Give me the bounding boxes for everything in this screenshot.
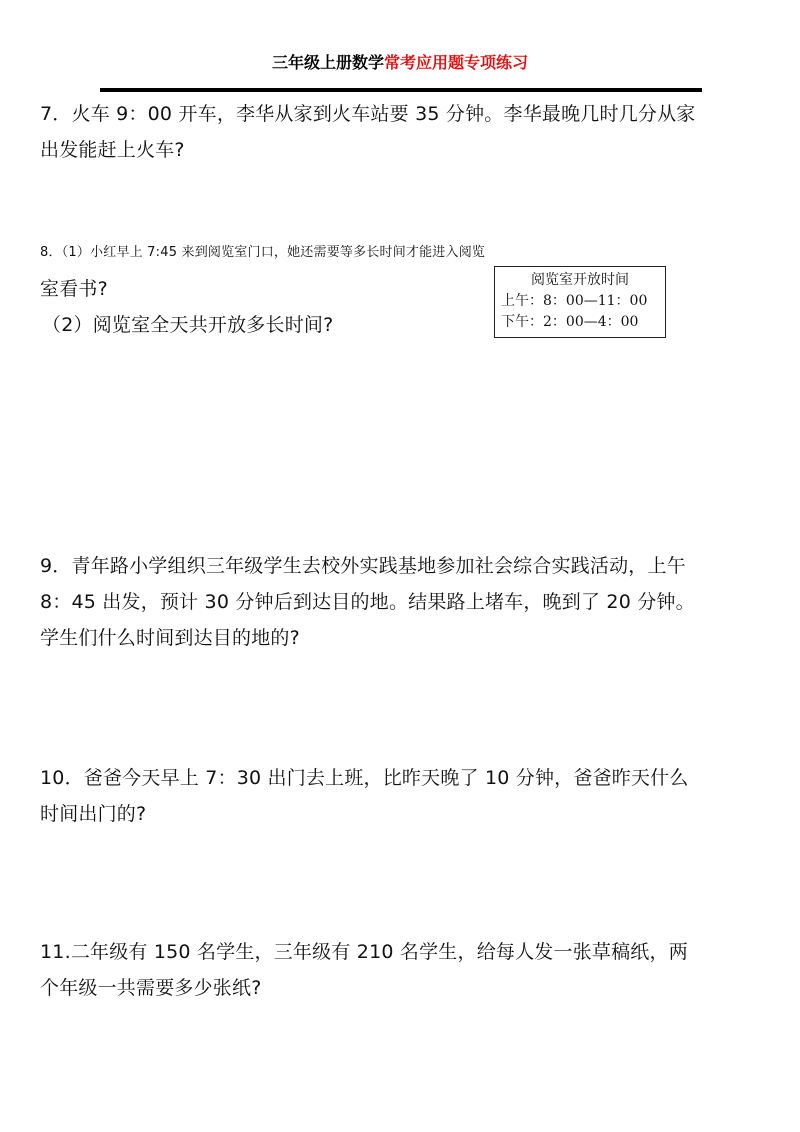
question-10: [40, 760, 768, 832]
question-10-line-2: 时间出门的?: [40, 803, 147, 825]
reading-room-hours-box: [494, 266, 666, 338]
title-black-part: 三年级上册数学: [271, 53, 384, 72]
question-9-line-3: 学生们什么时间到达目的地的?: [40, 627, 300, 649]
question-7-line-2: 出发能赶上火车?: [40, 139, 185, 161]
hours-box-title: 阅览室开放时间: [531, 272, 629, 288]
title-underline: [100, 88, 702, 92]
question-10-line-1: 10．爸爸今天早上 7：30 出门去上班，比昨天晚了 10 分钟，爸爸昨天什么: [40, 767, 689, 789]
question-8-line-1: 8．（1）小红早上 7:45 来到阅览室门口，她还需要等多长时间才能进入阅览: [40, 245, 486, 260]
question-9: [40, 548, 768, 656]
question-8: [40, 235, 490, 343]
question-8-line-2: 室看书?: [40, 278, 108, 300]
hours-morning: 上午：8：00—11：00: [501, 293, 648, 309]
question-9-line-1: 9．青年路小学组织三年级学生去校外实践基地参加社会综合实践活动，上午: [40, 555, 686, 577]
question-7-line-1: 7．火车 9：00 开车，李华从家到火车站要 35 分钟。李华最晚几时几分从家: [40, 103, 696, 125]
question-11: [40, 934, 768, 1006]
page-title: [0, 40, 800, 86]
question-11-line-2: 个年级一共需要多少张纸?: [40, 977, 262, 999]
question-9-line-2: 8：45 出发，预计 30 分钟后到达目的地。结果路上堵车，晚到了 20 分钟。: [40, 591, 695, 613]
question-11-line-1: 11.二年级有 150 名学生，三年级有 210 名学生，给每人发一张草稿纸，两: [40, 941, 688, 963]
question-8-line-3: （2）阅览室全天共开放多长时间?: [42, 314, 334, 336]
title-red-part: 常考应用题专项练习: [384, 53, 529, 72]
question-7: [40, 96, 768, 168]
hours-afternoon: 下午：2：00—4：00: [501, 314, 639, 330]
